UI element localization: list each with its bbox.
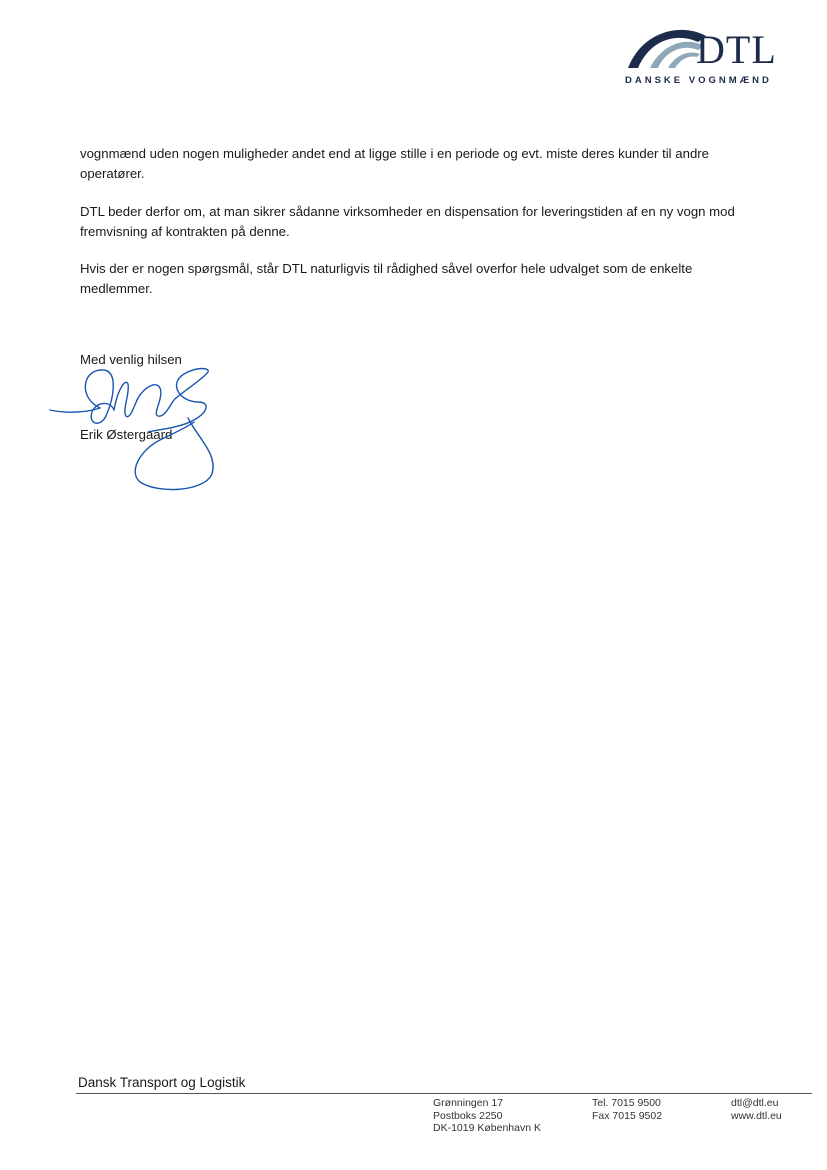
- footer-web: [731, 1097, 782, 1122]
- body-paragraph-3: Hvis der er nogen spørgsmål, står DTL naturligvis til rådighed såvel overfor hele udvalget som de enkelte medlemmer.: [80, 261, 693, 296]
- body-paragraph-1: vognmænd uden nogen muligheder andet end at ligge stille i en periode og evt. miste deres kunder til andre operatører.: [80, 146, 710, 181]
- logo-subtitle: DANSKE VOGNMÆND: [625, 75, 772, 86]
- footer-organization: Dansk Transport og Logistik: [78, 1075, 246, 1090]
- signer-name: Erik Østergaard: [80, 427, 173, 442]
- footer-address: [433, 1097, 541, 1135]
- closing-salutation: Med venlig hilsen: [80, 352, 182, 367]
- footer-phone: [592, 1097, 662, 1122]
- phone-line: Tel. 7015 9500: [592, 1097, 661, 1109]
- address-line: Grønningen 17: [433, 1097, 504, 1109]
- logo-wordmark: DTL: [696, 27, 777, 72]
- address-line: DK-1019 København K: [433, 1122, 541, 1134]
- email-link[interactable]: dtl@dtl.eu: [731, 1097, 779, 1109]
- website-link[interactable]: www.dtl.eu: [731, 1109, 782, 1122]
- body-paragraph-2: DTL beder derfor om, at man sikrer sådanne virksomheder en dispensation for leveringstiden af en ny vogn mod fremvisning af kontrakten på denne.: [80, 204, 735, 239]
- footer-divider: [76, 1093, 812, 1094]
- fax-line: Fax 7015 9502: [592, 1109, 663, 1122]
- address-line: Postboks 2250: [433, 1109, 503, 1122]
- handwritten-signature: [48, 358, 223, 498]
